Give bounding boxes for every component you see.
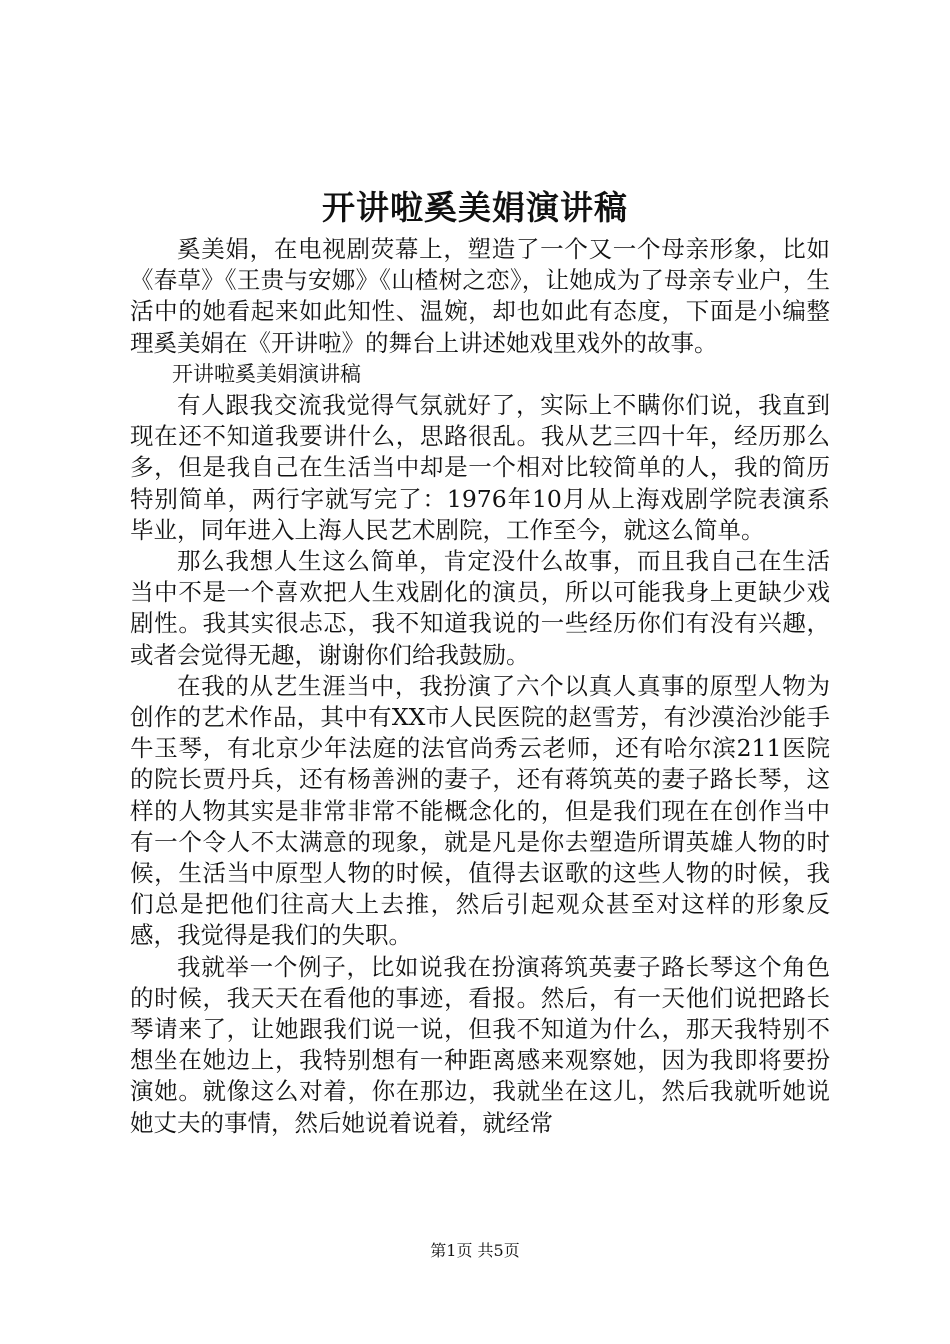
page-footer: 第1页 共5页 (430, 1241, 520, 1260)
body-paragraph: 那么我想人生这么简单，肯定没什么故事，而且我自己在生活当中不是一个喜欢把人生戏剧化的演员，所以可能我身上更缺少戏剧性。我其实很忐忑，我不知道我说的一些经历你们有没有兴趣，或者会觉得无趣，谢谢你们给我鼓励。 (130, 547, 830, 669)
intro-paragraph: 奚美娟，在电视剧荧幕上，塑造了一个又一个母亲形象，比如《春草》《王贵与安娜》《山楂树之恋》，让她成为了母亲专业户，生活中的她看起来如此知性、温婉，却也如此有态度，下面是小编整理奚美娟在《开讲啦》的舞台上讲述她戏里戏外的故事。 (130, 235, 830, 357)
document-body (130, 234, 830, 1139)
body-paragraph: 在我的从艺生涯当中，我扮演了六个以真人真事的原型人物为创作的艺术作品，其中有XX市人民医院的赵雪芳，有沙漠治沙能手牛玉琴，有北京少年法庭的法官尚秀云老师，还有哈尔滨211医院的院长贾丹兵，还有杨善洲的妻子，还有蒋筑英的妻子路长琴，这样的人物其实是非常非常不能概念化的，但是我们现在在创作当中有一个令人不太满意的现象，就是凡是你去塑造所谓英雄人物的时候，生活当中原型人物的时候，值得去讴歌的这些人物的时候，我们总是把他们往高大上去推，然后引起观众甚至对这样的形象反感，我觉得是我们的失职。 (130, 671, 830, 950)
document-title: 开讲啦奚美娟演讲稿 (322, 188, 628, 227)
section-heading: 开讲啦奚美娟演讲稿 (172, 361, 361, 386)
body-paragraph: 我就举一个例子，比如说我在扮演蒋筑英妻子路长琴这个角色的时候，我天天在看他的事迹，看报。然后，有一天他们说把路长琴请来了，让她跟我们说一说，但我不知道为什么，那天我特别不想坐在她边上，我特别想有一种距离感来观察她，因为我即将要扮演她。就像这么对着，你在那边，我就坐在这儿，然后我就听她说她丈夫的事情，然后她说着说着，就经常 (130, 952, 830, 1137)
body-paragraph: 有人跟我交流我觉得气氛就好了，实际上不瞒你们说，我直到现在还不知道我要讲什么，思路很乱。我从艺三四十年，经历那么多，但是我自己在生活当中却是一个相对比较简单的人，我的简历特别简单，两行字就写完了：1976年10月从上海戏剧学院表演系毕业，同年进入上海人民艺术剧院，工作至今，就这么简单。 (130, 391, 830, 544)
